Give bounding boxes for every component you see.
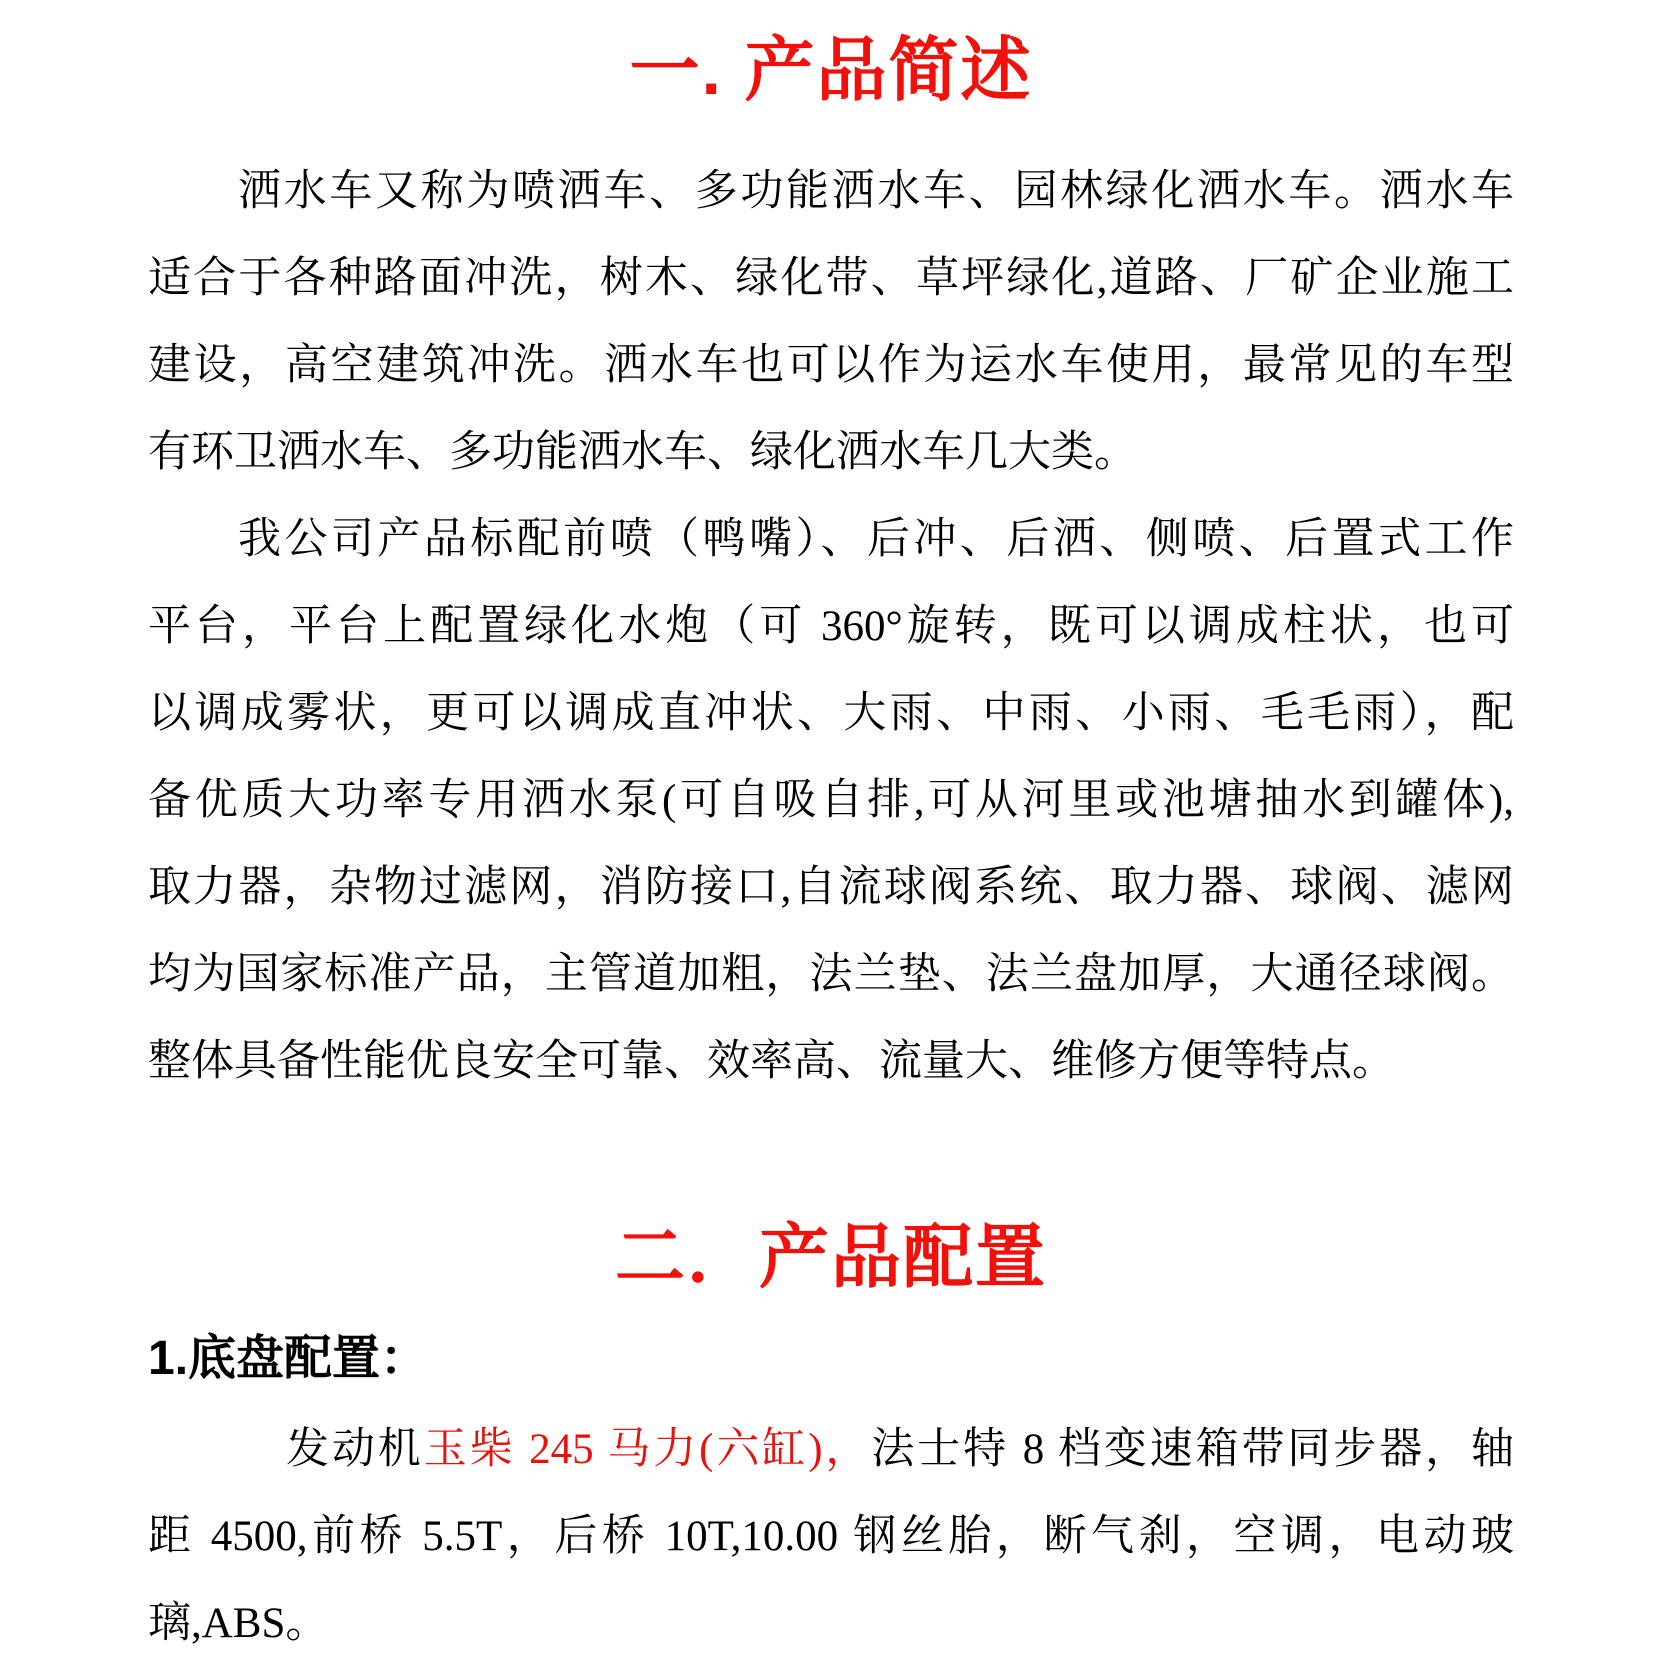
paragraph-line: 以调成雾状，更可以调成直冲状、大雨、中雨、小雨、毛毛雨），配 xyxy=(148,690,1514,737)
paragraph-line: 洒水车又称为喷洒车、多功能洒水车、园林绿化洒水车。洒水车 xyxy=(238,168,1514,215)
paragraph-line: 建设，高空建筑冲洗。洒水车也可以作为运水车使用，最常见的车型 xyxy=(148,342,1514,389)
engine-spec-suffix: 法士特 8 档变速箱带同步器，轴 xyxy=(871,1426,1515,1473)
paragraph-line: 均为国家标准产品，主管道加粗，法兰垫、法兰盘加厚，大通径球阀。 xyxy=(148,951,1514,998)
engine-spec-line xyxy=(148,1406,1514,1493)
chassis-spec-line: 距 4500,前桥 5.5T，后桥 10T,10.00 钢丝胎，断气刹，空调，电动玻 xyxy=(148,1513,1514,1560)
section-2-heading: 二．产品配置 xyxy=(615,1218,1047,1296)
paragraph-product-overview-2 xyxy=(148,496,1514,1105)
engine-spec-highlight: 玉柴 245 马力(六缸)， xyxy=(423,1426,872,1473)
paragraph-product-overview-1 xyxy=(148,148,1514,496)
paragraph-line: 整体具备性能优良安全可靠、效率高、流量大、维修方便等特点。 xyxy=(148,1038,1395,1085)
paragraph-chassis-config xyxy=(148,1406,1514,1667)
paragraph-line: 有环卫洒水车、多功能洒水车、绿化洒水车几大类。 xyxy=(148,429,1137,476)
paragraph-line: 平台，平台上配置绿化水炮（可 360°旋转，既可以调成柱状，也可 xyxy=(148,603,1514,650)
section-1-heading: 一. 产品简述 xyxy=(629,31,1033,109)
chassis-spec-line: 璃,ABS。 xyxy=(148,1600,329,1647)
chassis-config-subheading: 1.底盘配置： xyxy=(148,1332,429,1385)
paragraph-line: 取力器，杂物过滤网，消防接口,自流球阀系统、取力器、球阀、滤网 xyxy=(148,864,1514,911)
engine-spec-prefix: 发动机 xyxy=(286,1426,424,1473)
paragraph-line: 适合于各种路面冲洗，树木、绿化带、草坪绿化,道路、厂矿企业施工 xyxy=(148,255,1514,302)
paragraph-line: 我公司产品标配前喷（鸭嘴）、后冲、后洒、侧喷、后置式工作 xyxy=(238,516,1514,563)
paragraph-line: 备优质大功率专用洒水泵(可自吸自排,可从河里或池塘抽水到罐体), xyxy=(148,777,1514,824)
